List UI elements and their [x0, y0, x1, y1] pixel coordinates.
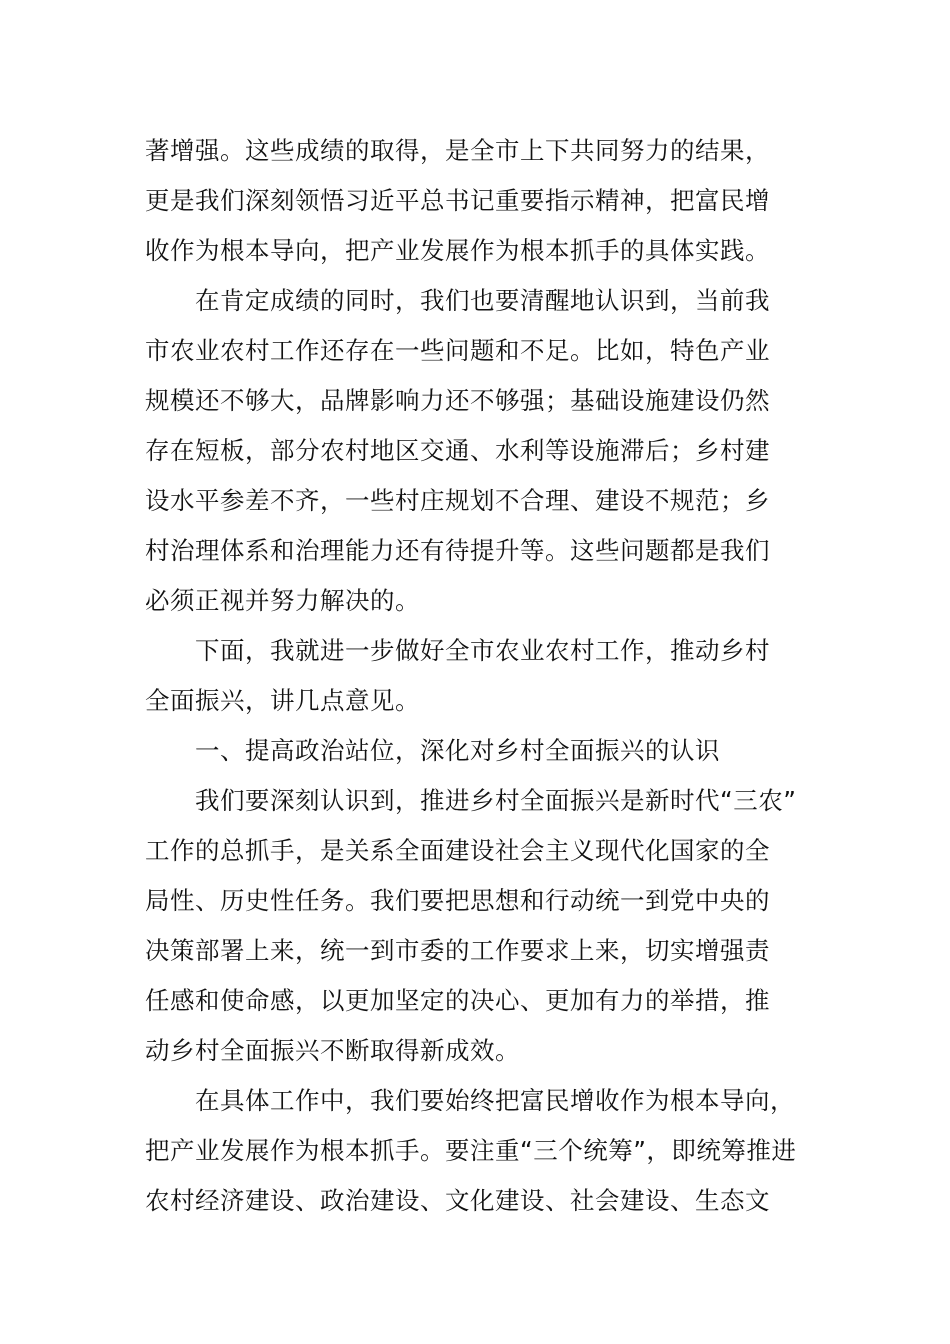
text-line: 收作为根本导向，把产业发展作为根本抓手的具体实践。	[145, 236, 770, 265]
text-line: 存在短板，部分农村地区交通、水利等设施滞后；乡村建	[145, 436, 770, 465]
document-body	[145, 126, 810, 1226]
text-line: 村治理体系和治理能力还有待提升等。这些问题都是我们	[145, 536, 770, 565]
paragraph-start-line: 在肯定成绩的同时，我们也要清醒地认识到，当前我	[195, 286, 770, 315]
text-line: 规模还不够大，品牌影响力还不够强；基础设施建设仍然	[145, 386, 770, 415]
text-line: 把产业发展作为根本抓手。要注重“三个统筹”，即统筹推进	[145, 1136, 797, 1165]
text-line: 决策部署上来，统一到市委的工作要求上来，切实增强责	[145, 936, 770, 965]
text-line: 动乡村全面振兴不断取得新成效。	[145, 1036, 520, 1065]
text-line: 全面振兴，讲几点意见。	[145, 686, 420, 715]
text-line: 必须正视并努力解决的。	[145, 586, 420, 615]
paragraph-start-line: 在具体工作中，我们要始终把富民增收作为根本导向，	[195, 1086, 795, 1115]
paragraph-start-line: 下面，我就进一步做好全市农业农村工作，推动乡村	[195, 636, 770, 665]
text-line: 著增强。这些成绩的取得，是全市上下共同努力的结果，	[145, 136, 770, 165]
text-line: 局性、历史性任务。我们要把思想和行动统一到党中央的	[145, 886, 770, 915]
text-line: 任感和使命感，以更加坚定的决心、更加有力的举措，推	[145, 986, 770, 1015]
text-line: 设水平参差不齐，一些村庄规划不合理、建设不规范；乡	[145, 486, 770, 515]
text-line: 更是我们深刻领悟习近平总书记重要指示精神，把富民增	[145, 186, 770, 215]
section-heading: 一、提高政治站位，深化对乡村全面振兴的认识	[195, 736, 720, 765]
text-line: 工作的总抓手，是关系全面建设社会主义现代化国家的全	[145, 836, 770, 865]
text-line: 市农业农村工作还存在一些问题和不足。比如，特色产业	[145, 336, 770, 365]
text-line: 农村经济建设、政治建设、文化建设、社会建设、生态文	[145, 1186, 770, 1215]
paragraph-start-line: 我们要深刻认识到，推进乡村全面振兴是新时代“三农”	[195, 786, 797, 815]
